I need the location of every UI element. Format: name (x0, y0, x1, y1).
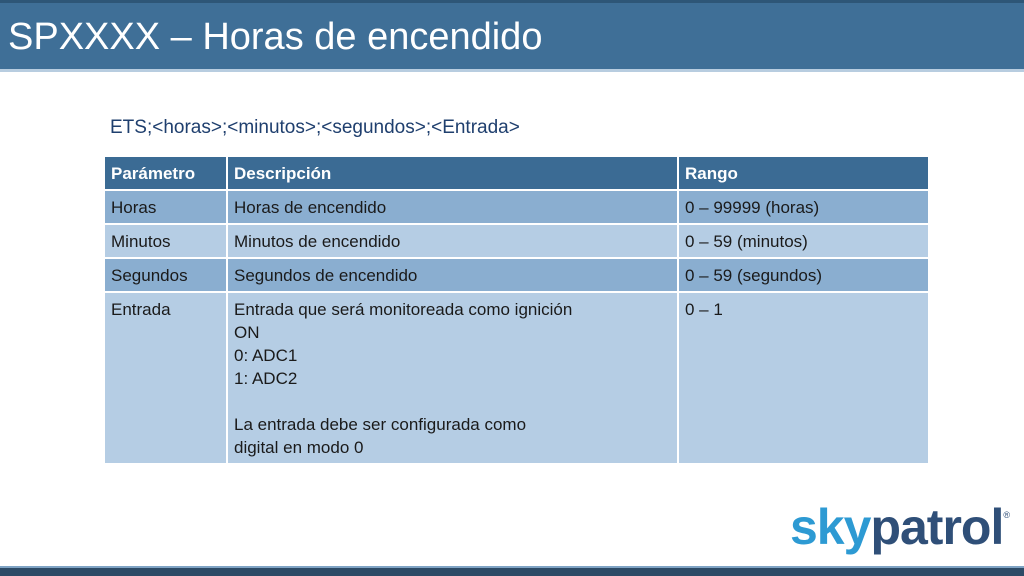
desc-line: Entrada que será monitoreada como ignición (234, 300, 573, 319)
parameter-table (103, 155, 930, 465)
table-header-row (104, 156, 929, 190)
logo-sky-text: sky (790, 499, 871, 555)
table-row (104, 258, 929, 292)
desc-line: La entrada debe ser configurada como (234, 415, 527, 434)
header-parametro: Parámetro (104, 156, 227, 190)
cell-range: 0 – 99999 (horas) (678, 190, 929, 224)
slide-title: SPXXXX – Horas de encendido (8, 16, 543, 58)
header-descripcion: Descripción (227, 156, 678, 190)
cell-param: Entrada (104, 292, 227, 464)
cell-range: 0 – 1 (678, 292, 929, 464)
bottom-bar (0, 566, 1024, 576)
cell-range: 0 – 59 (segundos) (678, 258, 929, 292)
logo-patrol-text: patrol (870, 499, 1004, 555)
table-row (104, 224, 929, 258)
logo-registered-mark: ® (1003, 510, 1010, 520)
cell-range: 0 – 59 (minutos) (678, 224, 929, 258)
desc-spacer (234, 390, 671, 413)
table-row (104, 292, 929, 464)
cell-desc: Horas de encendido (227, 190, 678, 224)
cell-param: Segundos (104, 258, 227, 292)
desc-line: digital en modo 0 (234, 438, 364, 457)
cell-param: Minutos (104, 224, 227, 258)
title-bar (0, 0, 1024, 72)
desc-line: 0: ADC1 (234, 346, 298, 365)
cell-desc: Minutos de encendido (227, 224, 678, 258)
cell-desc: Segundos de encendido (227, 258, 678, 292)
skypatrol-logo (790, 498, 1010, 562)
cell-param: Horas (104, 190, 227, 224)
command-syntax: ETS;<horas>;<minutos>;<segundos>;<Entrada> (110, 117, 520, 138)
header-rango: Rango (678, 156, 929, 190)
desc-line: ON (234, 323, 260, 342)
desc-line: 1: ADC2 (234, 369, 298, 388)
table-row (104, 190, 929, 224)
cell-desc (227, 292, 678, 464)
